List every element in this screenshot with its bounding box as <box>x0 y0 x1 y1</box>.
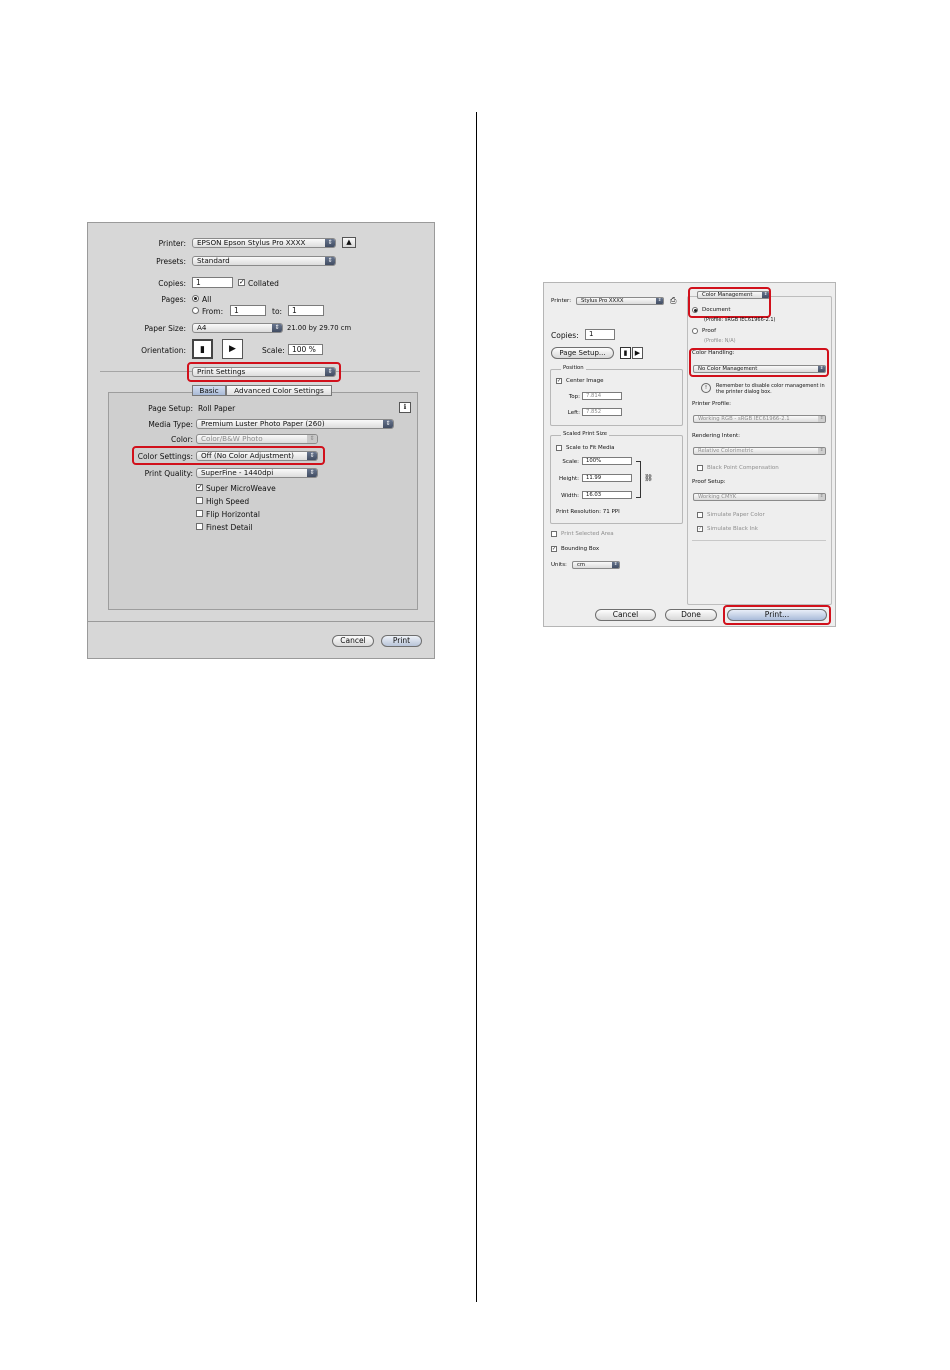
printer-label: Printer: <box>551 298 572 304</box>
print-quality-popup[interactable] <box>196 468 318 478</box>
media-type-label: Media Type: <box>148 420 193 429</box>
popup-arrows-icon: ⇕ <box>325 367 335 377</box>
units-label: Units: <box>551 562 567 568</box>
paper-size-dims: 21.00 by 29.70 cm <box>287 324 352 332</box>
panel-popup-value: Print Settings <box>197 367 246 376</box>
print-quality-label: Print Quality: <box>144 469 193 478</box>
portrait-orientation-icon[interactable]: ▮ <box>192 339 213 359</box>
copies-field[interactable]: 1 <box>192 277 233 288</box>
units-value: cm <box>577 562 586 568</box>
flip-horizontal-checkbox[interactable] <box>196 510 203 517</box>
top-label: Top: <box>568 394 580 400</box>
printer-setup-icon[interactable]: ⎙ <box>670 296 677 305</box>
width-field[interactable]: 16.03 <box>582 491 632 499</box>
rendering-intent-label: Rendering Intent: <box>692 433 740 439</box>
simulate-black-checkbox[interactable]: ✓ <box>698 526 703 532</box>
proof-setup-label: Proof Setup: <box>692 479 726 485</box>
cancel-button[interactable]: Cancel <box>595 609 656 621</box>
proof-setup-popup[interactable] <box>693 493 826 501</box>
portrait-icon[interactable]: ▮ <box>620 347 631 359</box>
highlight-document <box>688 287 771 318</box>
pages-all-radio[interactable] <box>192 295 199 302</box>
high-speed-label: High Speed <box>206 497 250 506</box>
proof-label: Proof <box>702 328 717 334</box>
flip-horizontal-label: Flip Horizontal <box>206 510 260 519</box>
high-speed-checkbox[interactable] <box>196 497 203 504</box>
scale-field[interactable]: 100 % <box>288 344 323 355</box>
highlight-print-settings <box>187 362 341 382</box>
print-selected-area-checkbox[interactable] <box>551 531 557 537</box>
scale-field[interactable]: 100% <box>582 457 632 465</box>
simulate-black-label: Simulate Black Ink <box>707 526 758 532</box>
scale-label: Scale: <box>262 346 285 355</box>
popup-arrows-icon: ⇕ <box>819 416 824 421</box>
paper-size-label: Paper Size: <box>144 324 186 333</box>
cancel-button[interactable]: Cancel <box>332 635 374 647</box>
printer-value: EPSON Epson Stylus Pro XXXX <box>197 238 306 247</box>
center-image-label: Center Image <box>566 378 604 384</box>
popup-arrows-icon: ⇕ <box>657 298 662 303</box>
color-settings-value: Off (No Color Adjustment) <box>201 451 294 460</box>
popup-arrows-icon: ⇕ <box>325 238 335 248</box>
printer-profile-label: Printer Profile: <box>692 401 731 407</box>
rendering-intent-value: Relative Colorimetric <box>698 448 754 454</box>
popup-arrows-icon: ⇕ <box>307 451 317 461</box>
print-selected-area-label: Print Selected Area <box>561 531 614 537</box>
color-label: Color: <box>171 435 193 444</box>
finest-detail-label: Finest Detail <box>206 523 253 532</box>
print-button[interactable]: Print... <box>727 609 827 621</box>
printer-popup[interactable] <box>576 297 664 305</box>
popup-arrows-icon: ⇕ <box>272 323 282 333</box>
popup-arrows-icon: ⇕ <box>613 562 618 567</box>
highlight-print-button <box>723 605 831 625</box>
landscape-icon[interactable]: ▶ <box>632 347 643 359</box>
bounding-box-checkbox[interactable]: ✓ <box>552 546 557 552</box>
highlight-color-settings <box>132 446 325 465</box>
rendering-intent-popup[interactable] <box>693 447 826 455</box>
document-radio[interactable] <box>692 307 698 313</box>
column-divider <box>476 112 477 1302</box>
tab-advanced-color[interactable]: Advanced Color Settings <box>226 385 332 396</box>
paper-size-popup[interactable] <box>192 323 283 333</box>
proof-radio[interactable] <box>692 328 698 334</box>
scale-to-fit-checkbox[interactable] <box>556 445 562 451</box>
printer-value: Stylus Pro XXXX <box>581 298 624 304</box>
presets-value: Standard <box>197 256 230 265</box>
copies-label: Copies: <box>551 331 579 340</box>
simulate-paper-checkbox[interactable] <box>697 512 703 518</box>
help-icon[interactable]: ℹ <box>399 402 411 413</box>
popup-arrows-icon: ⇕ <box>819 448 824 453</box>
finest-detail-checkbox[interactable] <box>196 523 203 530</box>
simulate-paper-label: Simulate Paper Color <box>707 512 765 518</box>
popup-arrows-icon: ⇕ <box>819 366 824 371</box>
printer-label: Printer: <box>158 239 186 248</box>
print-dialog-right <box>543 282 836 627</box>
popup-arrows-icon: ⇕ <box>819 494 824 499</box>
scaled-print-size-title: Scaled Print Size <box>563 431 608 437</box>
landscape-orientation-icon[interactable]: ▶ <box>222 339 243 359</box>
orientation-label: Orientation: <box>141 346 186 355</box>
proof-setup-value: Working CMYK <box>698 494 737 500</box>
black-point-checkbox[interactable] <box>697 465 703 471</box>
popup-arrows-icon: ⇕ <box>307 468 317 478</box>
popup-arrows-icon: ⇕ <box>763 292 768 297</box>
copies-field[interactable]: 1 <box>585 329 615 340</box>
done-button[interactable]: Done <box>665 609 717 621</box>
link-icon[interactable]: ⛓ <box>644 474 653 482</box>
position-title: Position <box>563 365 584 371</box>
popup-arrows-icon: ⇕ <box>307 434 317 444</box>
disclosure-button[interactable]: ▲ <box>342 237 356 248</box>
warning-icon: ! <box>701 383 711 393</box>
popup-arrows-icon: ⇕ <box>325 256 335 266</box>
width-label: Width: <box>561 493 579 499</box>
print-button[interactable]: Print <box>381 635 422 647</box>
from-label: From: <box>202 307 224 316</box>
units-popup[interactable] <box>572 561 620 569</box>
popup-arrows-icon: ⇕ <box>383 419 393 429</box>
page-setup-label: Page Setup: <box>148 404 193 413</box>
color-settings-label: Color Settings: <box>137 452 193 461</box>
link-bracket <box>636 461 641 498</box>
cm-popup-value: Color Management <box>702 292 753 298</box>
left-field[interactable]: 7.852 <box>582 408 622 416</box>
pages-from-radio[interactable] <box>192 307 199 314</box>
print-dialog-left <box>87 222 435 659</box>
footer-separator <box>88 621 434 622</box>
super-microweave-label: Super MicroWeave <box>206 484 276 493</box>
left-label: Left: <box>567 410 580 416</box>
remember-note: Remember to disable color management in the printer dialog box. <box>716 383 825 395</box>
pages-label: Pages: <box>161 295 186 304</box>
document-profile: (Profile: sRGB IEC61966-2.1) <box>704 317 776 323</box>
from-field[interactable]: 1 <box>230 305 266 316</box>
to-label: to: <box>272 307 283 316</box>
paper-size-value: A4 <box>197 323 207 332</box>
document-label: Document <box>702 307 731 313</box>
cm-separator <box>692 540 826 541</box>
printer-popup[interactable] <box>192 238 336 248</box>
color-handling-label: Color Handling: <box>692 350 735 356</box>
page-setup-value: Roll Paper <box>198 404 236 413</box>
copies-label: Copies: <box>158 279 186 288</box>
media-type-value: Premium Luster Photo Paper (260) <box>201 419 325 428</box>
height-field[interactable]: 11.99 <box>582 474 632 482</box>
tab-basic[interactable]: Basic <box>192 385 226 396</box>
color-popup[interactable] <box>196 434 318 444</box>
black-point-label: Black Point Compensation <box>707 465 779 471</box>
presets-label: Presets: <box>156 257 186 266</box>
center-image-checkbox[interactable]: ✓ <box>557 378 562 384</box>
presets-popup[interactable] <box>192 256 336 266</box>
print-quality-value: SuperFine - 1440dpi <box>201 468 274 477</box>
scale-to-fit-label: Scale to Fit Media <box>566 445 615 451</box>
top-field[interactable]: 7.814 <box>582 392 622 400</box>
highlight-color-handling <box>689 348 829 377</box>
super-microweave-checkbox[interactable]: ✓ <box>197 483 203 491</box>
collated-label: Collated <box>248 279 279 288</box>
to-field[interactable]: 1 <box>288 305 324 316</box>
scale-label: Scale: <box>562 459 579 465</box>
media-type-popup[interactable] <box>196 419 394 429</box>
bounding-box-label: Bounding Box <box>561 546 600 552</box>
height-label: Height: <box>558 476 579 482</box>
print-resolution: Print Resolution: 71 PPI <box>556 509 620 515</box>
pages-all-label: All <box>202 295 212 304</box>
color-value: Color/B&W Photo <box>201 434 263 443</box>
color-handling-value: No Color Management <box>698 366 758 372</box>
printer-profile-popup[interactable] <box>693 415 826 423</box>
page-setup-button[interactable]: Page Setup... <box>551 347 614 359</box>
collated-checkbox[interactable]: ✓ <box>239 278 245 286</box>
printer-profile-value: Working RGB - sRGB IEC61966-2.1 <box>698 416 790 422</box>
proof-profile: (Profile: N/A) <box>704 338 736 344</box>
